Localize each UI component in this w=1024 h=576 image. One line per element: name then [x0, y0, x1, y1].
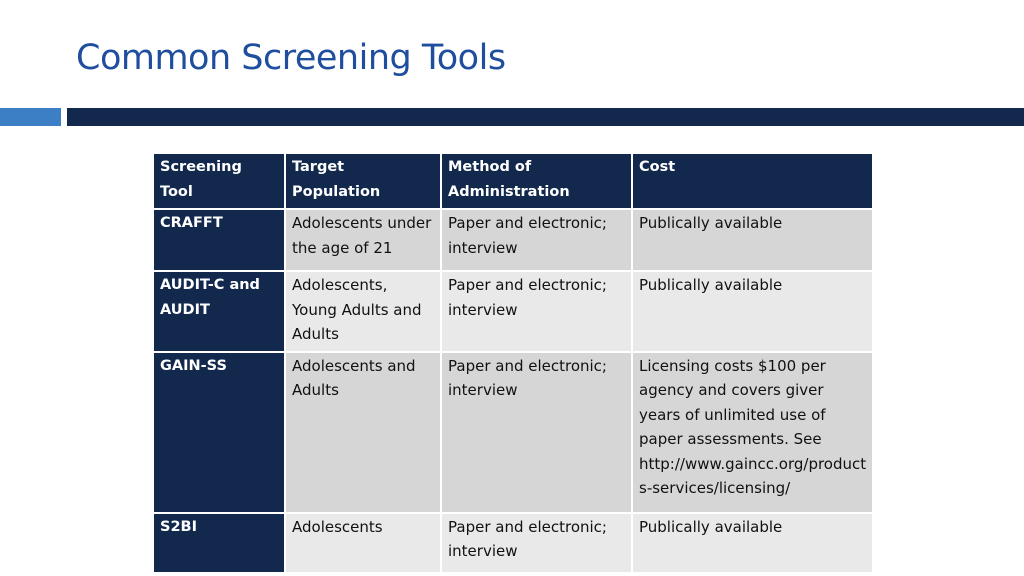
- cost: Publically available: [633, 272, 872, 353]
- table-row: [154, 514, 872, 574]
- table-header-row: [154, 154, 872, 210]
- target-population: Adolescents, Young Adults and Adults: [286, 272, 442, 353]
- screening-tools-table: [154, 154, 872, 574]
- tool-name: S2BI: [154, 514, 286, 574]
- cost: Publically available: [633, 210, 872, 272]
- method-of-administration: Paper and electronic; interview: [442, 353, 633, 514]
- tool-name: CRAFFT: [154, 210, 286, 272]
- method-of-administration: Paper and electronic; interview: [442, 272, 633, 353]
- table-row: [154, 353, 872, 514]
- title-divider-bar: [67, 108, 1024, 126]
- cost: Publically available: [633, 514, 872, 574]
- title-accent-bar: [0, 108, 61, 126]
- method-of-administration: Paper and electronic; interview: [442, 210, 633, 272]
- cost: [633, 353, 872, 514]
- target-population: Adolescents and Adults: [286, 353, 442, 514]
- slide-title: Common Screening Tools: [76, 38, 506, 78]
- tool-name: AUDIT-C and AUDIT: [154, 272, 286, 353]
- header-target-population: Target Population: [286, 154, 442, 210]
- tool-name: GAIN-SS: [154, 353, 286, 514]
- header-cost: Cost: [633, 154, 872, 210]
- header-method-of-administration: Method of Administration: [442, 154, 633, 210]
- method-of-administration: Paper and electronic; interview: [442, 514, 633, 574]
- table-row: [154, 210, 872, 272]
- target-population: Adolescents: [286, 514, 442, 574]
- header-screening-tool: Screening Tool: [154, 154, 286, 210]
- target-population: Adolescents under the age of 21: [286, 210, 442, 272]
- cost-licensing-text: Licensing costs $100 per agency and covers giver years of unlimited use of paper assessments. See http://www.gaincc.org/products-services/licensing/: [639, 356, 867, 497]
- table-row: [154, 272, 872, 353]
